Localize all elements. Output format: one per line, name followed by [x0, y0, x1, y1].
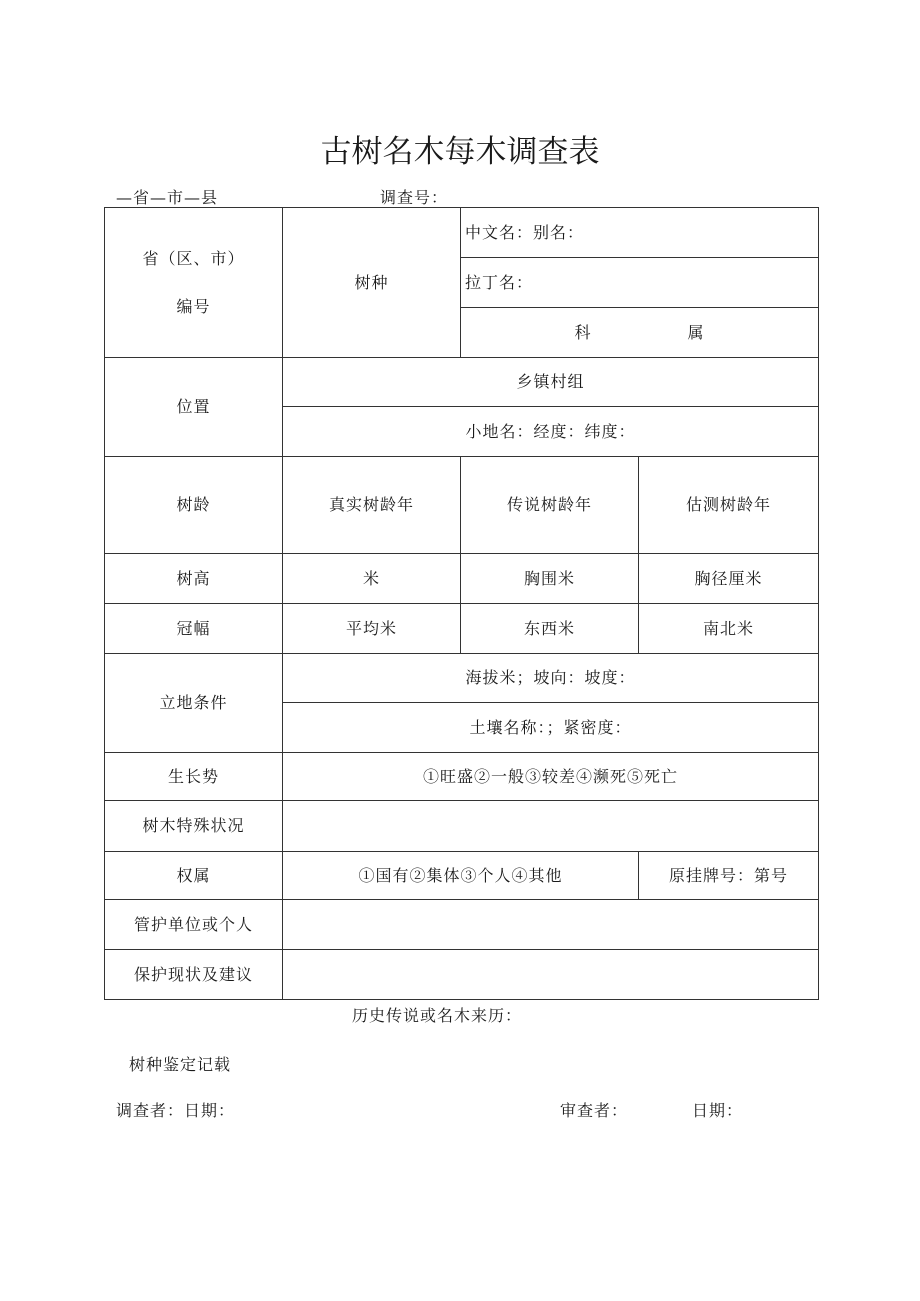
- special-condition-field[interactable]: [283, 801, 819, 852]
- town-village-field[interactable]: 乡镇村组: [283, 358, 819, 407]
- dbh-field[interactable]: 胸径厘米: [639, 554, 819, 604]
- crown-label: 冠幅: [105, 604, 283, 654]
- survey-number-label: 调查号：: [380, 188, 449, 207]
- soil-field[interactable]: 土壤名称：；紧密度：: [283, 703, 819, 753]
- family-genus-field[interactable]: [461, 308, 819, 358]
- history-label: 历史传说或名木来历：: [352, 1006, 523, 1025]
- page-title: 古树名木每木调查表: [320, 134, 600, 170]
- species-label: 树种: [283, 208, 461, 358]
- review-date-label: 日期：: [692, 1101, 744, 1120]
- province-code-cell: [105, 208, 283, 358]
- ownership-label: 权属: [105, 852, 283, 900]
- ownership-options[interactable]: ①国有②集体③个人④其他: [283, 852, 639, 900]
- crown-north-south-field[interactable]: 南北米: [639, 604, 819, 654]
- growth-label: 生长势: [105, 753, 283, 801]
- protect-status-label: 保护现状及建议: [105, 950, 283, 1000]
- reviewer-label: 审查者：: [560, 1101, 629, 1120]
- protect-unit-field[interactable]: [283, 900, 819, 950]
- region-line: —省—市—县: [116, 188, 219, 207]
- surveyor-label: 调查者：日期：: [116, 1101, 236, 1120]
- genus-label: 属: [687, 322, 705, 342]
- girth-field[interactable]: 胸围米: [461, 554, 639, 604]
- legend-age-field[interactable]: 传说树龄年: [461, 457, 639, 554]
- real-age-field[interactable]: 真实树龄年: [283, 457, 461, 554]
- estimated-age-field[interactable]: 估测树龄年: [639, 457, 819, 554]
- growth-options[interactable]: ①旺盛②一般③较差④濒死⑤死亡: [283, 753, 819, 801]
- location-label: 位置: [105, 358, 283, 457]
- place-coords-field[interactable]: 小地名：经度：纬度：: [283, 407, 819, 457]
- special-condition-label: 树木特殊状况: [105, 801, 283, 852]
- old-tag-field[interactable]: 原挂牌号：第号: [639, 852, 819, 900]
- protect-unit-label: 管护单位或个人: [105, 900, 283, 950]
- province-label: 省（区、市）: [142, 249, 245, 269]
- chinese-name-field[interactable]: 中文名：别名：: [461, 208, 819, 258]
- family-label: 科: [574, 322, 592, 342]
- crown-east-west-field[interactable]: 东西米: [461, 604, 639, 654]
- latin-name-field[interactable]: 拉丁名：: [461, 258, 819, 308]
- protect-status-field[interactable]: [283, 950, 819, 1000]
- altitude-slope-field[interactable]: 海拔米；坡向：坡度：: [283, 654, 819, 703]
- species-record-label: 树种鉴定记载: [129, 1055, 232, 1074]
- survey-form-table: [104, 207, 819, 1000]
- age-label: 树龄: [105, 457, 283, 554]
- height-label: 树高: [105, 554, 283, 604]
- site-conditions-label: 立地条件: [105, 654, 283, 753]
- height-field[interactable]: 米: [283, 554, 461, 604]
- code-label: 编号: [176, 296, 211, 316]
- crown-average-field[interactable]: 平均米: [283, 604, 461, 654]
